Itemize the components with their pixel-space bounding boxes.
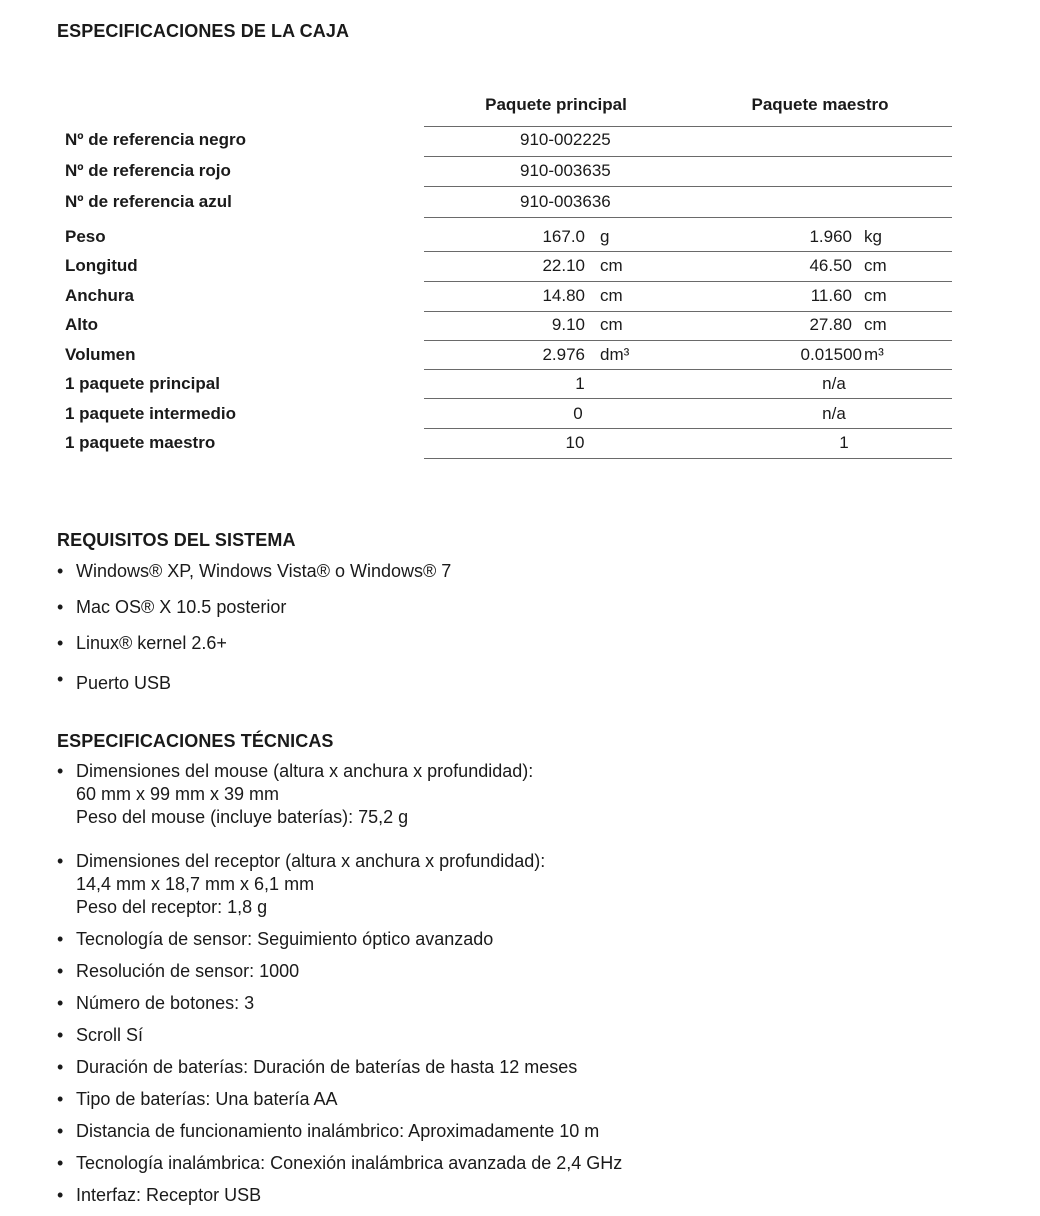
list-item-text: Distancia de funcionamiento inalámbrico: Aproximadamente 10 m: [76, 1121, 600, 1141]
row-label: 1 paquete intermedio: [65, 404, 236, 423]
column-header-master-package: Paquete maestro: [751, 95, 889, 114]
list-item-text: Número de botones: 3: [76, 993, 255, 1013]
list-item-text: Tecnología inalámbrica: Conexión inalámbrica avanzada de 2,4 GHz: [76, 1153, 623, 1173]
main-unit: cm: [600, 256, 623, 275]
row-label: Nº de referencia rojo: [65, 161, 231, 180]
row-label: Nº de referencia azul: [65, 192, 232, 211]
table-divider: [424, 458, 952, 459]
row-label: 1 paquete principal: [65, 374, 220, 393]
text-line: 60 mm x 99 mm x 39 mm: [76, 784, 280, 804]
master-value: 11.60: [810, 286, 852, 305]
text-line: Peso del mouse (incluye baterías): 75,2 g: [76, 807, 409, 827]
row-label: Anchura: [65, 286, 134, 305]
master-unit: m³: [864, 345, 884, 364]
bullet-icon: •: [57, 597, 64, 617]
master-value: 46.50: [809, 256, 852, 275]
master-value: 1: [839, 433, 849, 452]
bullet-icon: •: [57, 1153, 64, 1173]
row-label: Volumen: [65, 345, 136, 364]
bullet-icon: •: [57, 669, 64, 689]
list-item-text: Resolución de sensor: 1000: [76, 961, 300, 981]
system-requirements-heading: REQUISITOS DEL SISTEMA: [57, 530, 296, 550]
bullet-icon: •: [57, 1121, 64, 1141]
master-value: 1.960: [809, 227, 852, 246]
main-value: 2.976: [542, 345, 585, 364]
row-label: Peso: [65, 227, 106, 246]
main-value: 22.10: [542, 256, 585, 275]
table-divider: [424, 311, 952, 312]
table-divider: [424, 340, 952, 341]
table-divider: [424, 281, 952, 282]
reference-number: 910-002225: [520, 130, 611, 149]
main-value: 10: [565, 433, 585, 452]
master-value: 0.01500: [800, 345, 862, 364]
main-unit: dm³: [600, 345, 630, 364]
list-item-text: Linux® kernel 2.6+: [76, 633, 227, 653]
bullet-icon: •: [57, 633, 64, 653]
table-divider: [424, 398, 952, 399]
bullet-icon: •: [57, 1057, 64, 1077]
master-value: n/a: [822, 374, 846, 393]
reference-number: 910-003636: [520, 192, 611, 211]
table-divider: [424, 217, 952, 218]
bullet-icon: •: [57, 993, 64, 1013]
list-item-text: Interfaz: Receptor USB: [76, 1185, 262, 1205]
list-item-text: Mac OS® X 10.5 posterior: [76, 597, 287, 617]
master-value: n/a: [822, 404, 846, 423]
list-item-text: Scroll Sí: [76, 1025, 144, 1045]
bullet-icon: •: [57, 851, 64, 871]
mouse-dimensions-text: [76, 760, 533, 829]
bullet-icon: •: [57, 1185, 64, 1205]
table-divider: [424, 156, 952, 157]
row-label: 1 paquete maestro: [65, 433, 216, 452]
bullet-icon: •: [57, 1025, 64, 1045]
table-divider: [424, 428, 952, 429]
bullet-icon: •: [57, 561, 64, 581]
main-unit: cm: [600, 286, 623, 305]
row-label: Nº de referencia negro: [65, 130, 246, 149]
main-value: 1: [575, 374, 585, 393]
main-unit: cm: [600, 315, 623, 334]
row-label: Longitud: [65, 256, 138, 275]
technical-specs-heading: ESPECIFICACIONES TÉCNICAS: [57, 731, 334, 751]
master-unit: kg: [864, 227, 882, 246]
list-item-text: Windows® XP, Windows Vista® o Windows® 7: [76, 561, 452, 581]
main-unit: g: [600, 227, 610, 246]
column-header-main-package: Paquete principal: [485, 95, 627, 114]
text-line: 14,4 mm x 18,7 mm x 6,1 mm: [76, 874, 315, 894]
text-line: Dimensiones del mouse (altura x anchura x profundidad):: [76, 761, 534, 781]
master-unit: cm: [864, 286, 887, 305]
text-line: Dimensiones del receptor (altura x anchura x profundidad):: [76, 851, 546, 871]
main-value: 9.10: [551, 315, 585, 334]
main-value: 167.0: [542, 227, 585, 246]
master-value: 27.80: [809, 315, 852, 334]
table-divider: [424, 369, 952, 370]
list-item-text: Duración de baterías: Duración de baterías de hasta 12 meses: [76, 1057, 578, 1077]
bullet-icon: •: [57, 1089, 64, 1109]
main-value: 0: [573, 404, 583, 423]
bullet-icon: •: [57, 761, 64, 781]
table-divider: [424, 251, 952, 252]
main-value: 14.80: [542, 286, 585, 305]
box-specs-heading: ESPECIFICACIONES DE LA CAJA: [57, 21, 350, 41]
list-item-text: Tipo de baterías: Una batería AA: [76, 1089, 338, 1109]
list-item-text: Puerto USB: [76, 673, 172, 693]
reference-number: 910-003635: [520, 161, 611, 180]
table-divider: [424, 126, 952, 127]
master-unit: cm: [864, 315, 887, 334]
master-unit: cm: [864, 256, 887, 275]
text-line: Peso del receptor: 1,8 g: [76, 897, 268, 917]
row-label: Alto: [65, 315, 99, 334]
table-divider: [424, 186, 952, 187]
bullet-icon: •: [57, 961, 64, 981]
list-item-text: Tecnología de sensor: Seguimiento óptico avanzado: [76, 929, 494, 949]
receiver-dimensions-text: [76, 850, 545, 919]
bullet-icon: •: [57, 929, 64, 949]
